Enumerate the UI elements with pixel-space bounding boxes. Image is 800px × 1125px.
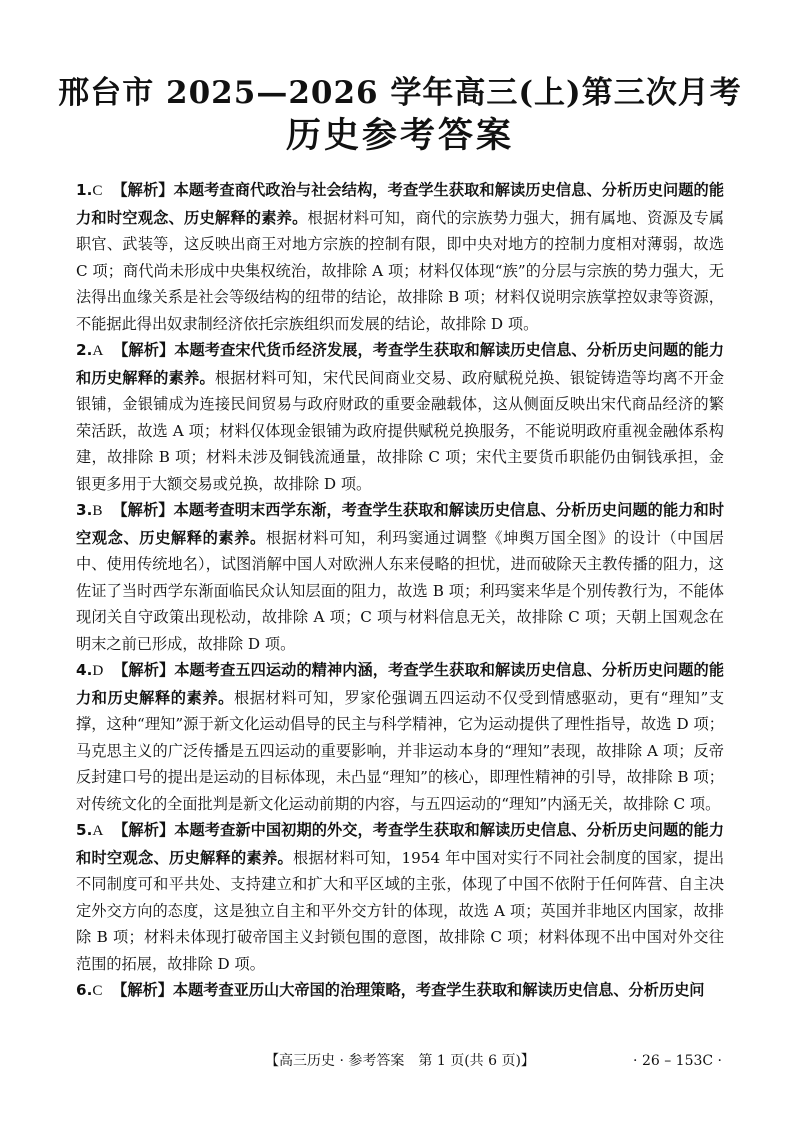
analysis-tag: 【解析】 xyxy=(112,981,173,999)
document-subtitle: 历史参考答案 xyxy=(285,115,514,156)
answer-item-2 xyxy=(76,337,724,497)
item-summary: 本题考查亚历山大帝国的治理策略，考查学生获取和解读历史信息、分析历史问 xyxy=(172,981,705,999)
item-summary: 本题考查商代政治与社会结构，考查学生获取和解读历史信息、分析历史问题的能力和时空观念、历史解释的素养。 xyxy=(76,181,725,227)
answer-item-3 xyxy=(76,497,724,657)
answer-item-4 xyxy=(76,657,724,817)
item-answer: C xyxy=(92,182,103,199)
item-body: 根据材料可知，1954 年中国对实行不同社会制度的国家，提出不同制度可和平共处、支持建立和扩大和平区域的主张，体现了中国不依附于任何阵营、自主决定外交方向的态度，这是独立自主和平外交方针的体现，故选 A 项；英国并非地区内国家，故排除 B 项；材料未体现打破帝国主义封锁包围的意图，故排除 C 项；材料体现不出中国对外交往范围的拓展，故排除 D 项。 xyxy=(76,848,725,973)
item-answer: C xyxy=(92,982,103,999)
analysis-tag: 【解析】 xyxy=(113,661,175,679)
item-body: 根据材料可知，宋代民间商业交易、政府赋税兑换、银锭铸造等均离不开金银铺，金银铺成为连接民间贸易与政府财政的重要金融载体，这从侧面反映出宋代商品经济的繁荣活跃，故选 A 项；材料仅体现金银铺为政府提供赋税兑换服务，不能说明政府重视金融体系构建，故排除 B 项；材料未涉及铜钱流通量，故排除 C 项；宋代主要货币职能仍由铜钱承担，金银更多用于大额交易或兑换，故排除 D 项。 xyxy=(76,368,725,493)
page-footer xyxy=(0,1050,800,1072)
item-summary: 本题考查新中国初期的外交，考查学生获取和解读历史信息、分析历史问题的能力和时空观念、历史解释的素养。 xyxy=(76,821,725,867)
analysis-tag: 【解析】 xyxy=(113,341,175,359)
analysis-tag: 【解析】 xyxy=(112,501,174,519)
item-answer: A xyxy=(92,342,104,359)
item-number: 3. xyxy=(76,501,93,519)
item-answer: A xyxy=(92,822,104,839)
item-number: 6. xyxy=(76,981,93,999)
exam-title: 邢台市 2025—2026 学年高三(上)第三次月考 xyxy=(58,75,742,111)
item-summary: 本题考查宋代货币经济发展，考查学生获取和解读历史信息、分析历史问题的能力和历史解释的素养。 xyxy=(76,341,725,387)
item-summary: 本题考查明末西学东渐，考查学生获取和解读历史信息、分析历史问题的能力和时空观念、历史解释的素养。 xyxy=(76,501,725,547)
answer-list xyxy=(76,177,724,1005)
item-answer: D xyxy=(92,662,104,679)
item-number: 5. xyxy=(76,821,93,839)
footer-exam-code: · 26 – 153C · xyxy=(633,1053,722,1069)
footer-page-info: 【高三历史 · 参考答案 第 1 页(共 6 页)】 xyxy=(265,1053,535,1069)
item-number: 1. xyxy=(76,181,93,199)
answer-item-5 xyxy=(76,817,724,977)
item-summary: 本题考查五四运动的精神内涵，考查学生获取和解读历史信息、分析历史问题的能力和历史解释的素养。 xyxy=(76,661,725,707)
item-answer: B xyxy=(92,502,103,519)
item-body: 根据材料可知，商代的宗族势力强大，拥有属地、资源及专属职官、武装等，这反映出商王对地方宗族的控制有限，即中央对地方的控制力度相对薄弱，故选 C 项；商代尚未形成中央集权统治，故排除 A 项；材料仅体现“族”的分层与宗族的势力强大，无法得出血缘关系是社会等级结构的纽带的结论，故排除 B 项；材料仅说明宗族掌控奴隶等资源，不能据此得出奴隶制经济依托宗族组织而发展的结论，故排除 D 项。 xyxy=(76,208,725,333)
item-number: 4. xyxy=(76,661,93,679)
item-body: 根据材料可知，利玛窦通过调整《坤舆万国全图》的设计（中国居中、使用传统地名），试图消解中国人对欧洲人东来侵略的担忧，进而破除天主教传播的阻力，这佐证了当时西学东渐面临民众认知层面的阻力，故选 B 项；利玛窦来华是个别传教行为，不能体现闭关自守政策出现松动，故排除 A 项；C 项与材料信息无关，故排除 C 项；天朝上国观念在明末之前已形成，故排除 D 项。 xyxy=(76,528,724,653)
answer-item-6 xyxy=(76,977,724,1005)
answer-item-1 xyxy=(76,177,724,337)
item-body: 根据材料可知，罗家伦强调五四运动不仅受到情感驱动，更有“理知”支撑，这种“理知”源于新文化运动倡导的民主与科学精神，它为运动提供了理性指导，故选 D 项；马克思主义的广泛传播是五四运动的重要影响，并非运动本身的“理知”表现，故排除 A 项；反帝反封建口号的提出是运动的目标体现，未凸显“理知”的核心，即理性精神的引导，故排除 B 项；对传统文化的全面批判是新文化运动前期的内容，与五四运动的“理知”内涵无关，故排除 C 项。 xyxy=(76,688,725,813)
item-number: 2. xyxy=(76,341,93,359)
analysis-tag: 【解析】 xyxy=(112,181,174,199)
analysis-tag: 【解析】 xyxy=(113,821,175,839)
